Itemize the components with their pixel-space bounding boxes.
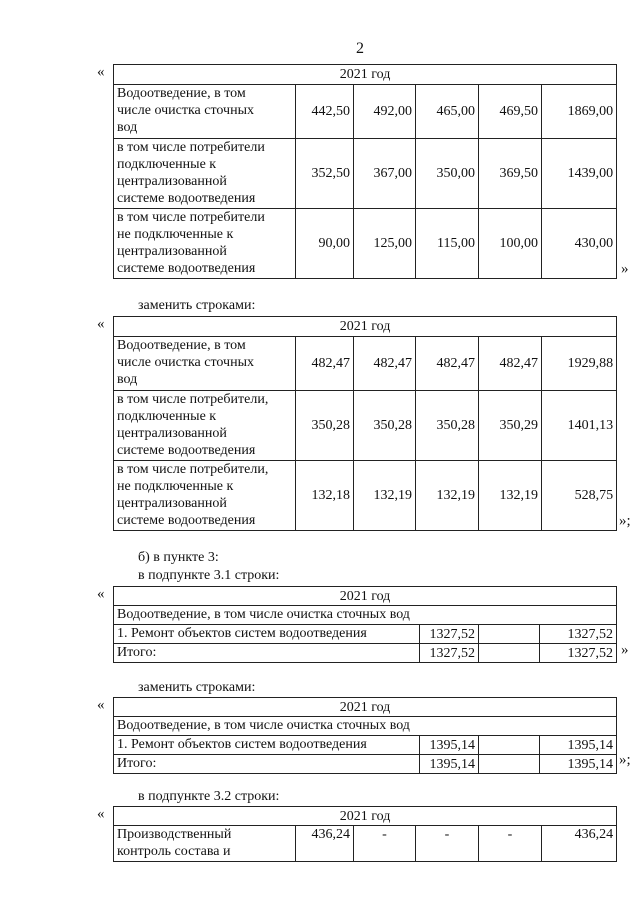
row-label: в том числе потребители, подключенные к централизованной системе водоотведения bbox=[114, 391, 296, 461]
value-cell: 1395,14 bbox=[420, 755, 479, 774]
open-quote-mark: « bbox=[97, 806, 105, 822]
table-row bbox=[114, 644, 617, 663]
value-cell: 492,00 bbox=[354, 85, 416, 139]
value-cell: 115,00 bbox=[416, 209, 479, 279]
value-cell: 442,50 bbox=[296, 85, 354, 139]
close-quote-mark: » bbox=[621, 642, 629, 658]
table-row bbox=[114, 209, 617, 279]
value-cell: 1929,88 bbox=[542, 337, 617, 391]
year-header: 2021 год bbox=[114, 65, 617, 85]
year-header: 2021 год bbox=[114, 587, 617, 606]
row-label: Итого: bbox=[114, 755, 420, 774]
row-label: 1. Ремонт объектов систем водоотведения bbox=[114, 625, 420, 644]
table-old-2021 bbox=[113, 64, 617, 279]
row-label: Водоотведение, в том числе очистка сточных вод bbox=[114, 85, 296, 139]
table-subpoint-3-1-old bbox=[113, 586, 617, 663]
page-number: 2 bbox=[356, 40, 364, 57]
row-label: в том числе потребители подключенные к централизованной системе водоотведения bbox=[114, 139, 296, 209]
value-cell: 1327,52 bbox=[420, 625, 479, 644]
table-row bbox=[114, 337, 617, 391]
value-cell: 1395,14 bbox=[540, 736, 617, 755]
value-cell: 528,75 bbox=[542, 461, 617, 531]
point-b-heading: б) в пункте 3: bbox=[138, 550, 219, 565]
close-quote-mark: » bbox=[621, 261, 629, 277]
table-row bbox=[114, 755, 617, 774]
open-quote-mark: « bbox=[97, 697, 105, 713]
row-label: в том числе потребители, не подключенные к централизованной системе водоотведения bbox=[114, 461, 296, 531]
value-cell bbox=[479, 736, 540, 755]
value-cell: 436,24 bbox=[296, 826, 354, 862]
value-cell bbox=[479, 644, 540, 663]
table-row bbox=[114, 625, 617, 644]
section-header: Водоотведение, в том числе очистка сточных вод bbox=[114, 606, 617, 625]
value-cell: 436,24 bbox=[542, 826, 617, 862]
table-row bbox=[114, 826, 617, 862]
replace-instruction: заменить строками: bbox=[138, 680, 256, 695]
value-cell: - bbox=[479, 826, 542, 862]
value-cell bbox=[479, 755, 540, 774]
open-quote-mark: « bbox=[97, 586, 105, 602]
value-cell: 90,00 bbox=[296, 209, 354, 279]
table-row bbox=[114, 139, 617, 209]
value-cell: 1401,13 bbox=[542, 391, 617, 461]
value-cell: 1327,52 bbox=[420, 644, 479, 663]
row-label: 1. Ремонт объектов систем водоотведения bbox=[114, 736, 420, 755]
value-cell: - bbox=[354, 826, 416, 862]
table-row bbox=[114, 736, 617, 755]
value-cell: - bbox=[416, 826, 479, 862]
value-cell: 367,00 bbox=[354, 139, 416, 209]
value-cell: 482,47 bbox=[354, 337, 416, 391]
year-header: 2021 год bbox=[114, 698, 617, 717]
value-cell bbox=[479, 625, 540, 644]
subpoint-3-1-heading: в подпункте 3.1 строки: bbox=[138, 568, 280, 583]
table-row bbox=[114, 391, 617, 461]
table-row bbox=[114, 461, 617, 531]
value-cell: 1327,52 bbox=[540, 625, 617, 644]
value-cell: 350,28 bbox=[416, 391, 479, 461]
value-cell: 125,00 bbox=[354, 209, 416, 279]
value-cell: 369,50 bbox=[479, 139, 542, 209]
value-cell: 1395,14 bbox=[420, 736, 479, 755]
row-label: Водоотведение, в том числе очистка сточных вод bbox=[114, 337, 296, 391]
open-quote-mark: « bbox=[97, 316, 105, 332]
value-cell: 1869,00 bbox=[542, 85, 617, 139]
value-cell: 469,50 bbox=[479, 85, 542, 139]
value-cell: 352,50 bbox=[296, 139, 354, 209]
year-header: 2021 год bbox=[114, 807, 617, 826]
value-cell: 100,00 bbox=[479, 209, 542, 279]
value-cell: 482,47 bbox=[479, 337, 542, 391]
table-subpoint-3-1-new bbox=[113, 697, 617, 774]
row-label: в том числе потребители не подключенные к централизованной системе водоотведения bbox=[114, 209, 296, 279]
row-label: Итого: bbox=[114, 644, 420, 663]
value-cell: 132,19 bbox=[479, 461, 542, 531]
value-cell: 482,47 bbox=[416, 337, 479, 391]
value-cell: 465,00 bbox=[416, 85, 479, 139]
value-cell: 350,29 bbox=[479, 391, 542, 461]
value-cell: 350,28 bbox=[354, 391, 416, 461]
value-cell: 430,00 bbox=[542, 209, 617, 279]
subpoint-3-2-heading: в подпункте 3.2 строки: bbox=[138, 789, 280, 804]
value-cell: 1327,52 bbox=[540, 644, 617, 663]
close-quote-mark: »; bbox=[619, 513, 631, 529]
close-quote-mark: »; bbox=[619, 752, 631, 768]
open-quote-mark: « bbox=[97, 64, 105, 80]
row-label: Производственный контроль состава и bbox=[114, 826, 296, 862]
value-cell: 132,18 bbox=[296, 461, 354, 531]
table-row bbox=[114, 85, 617, 139]
table-new-2021 bbox=[113, 316, 617, 531]
value-cell: 350,00 bbox=[416, 139, 479, 209]
table-subpoint-3-2-old bbox=[113, 806, 617, 862]
value-cell: 1395,14 bbox=[540, 755, 617, 774]
value-cell: 132,19 bbox=[416, 461, 479, 531]
replace-instruction: заменить строками: bbox=[138, 298, 256, 313]
value-cell: 1439,00 bbox=[542, 139, 617, 209]
value-cell: 132,19 bbox=[354, 461, 416, 531]
value-cell: 350,28 bbox=[296, 391, 354, 461]
year-header: 2021 год bbox=[114, 317, 617, 337]
value-cell: 482,47 bbox=[296, 337, 354, 391]
section-header: Водоотведение, в том числе очистка сточных вод bbox=[114, 717, 617, 736]
